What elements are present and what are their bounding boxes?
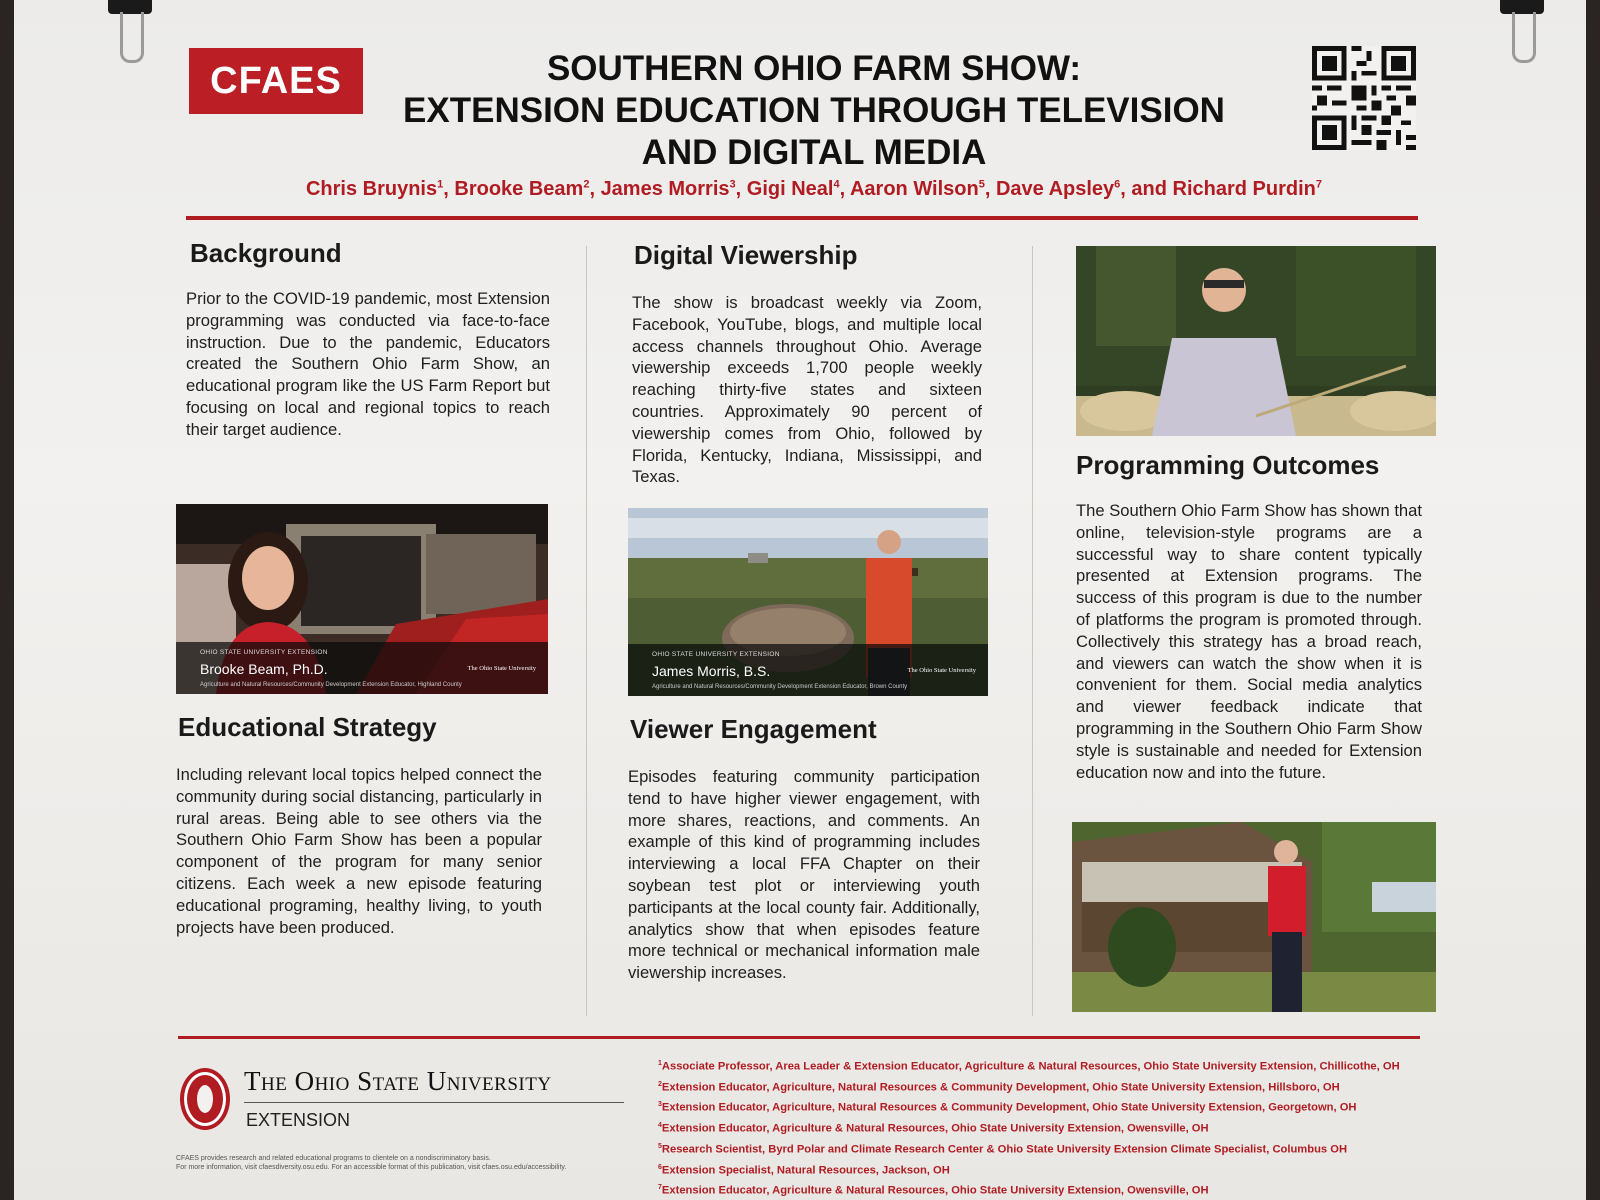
binder-clip xyxy=(1500,0,1544,64)
section-heading-programming-outcomes: Programming Outcomes xyxy=(1076,450,1380,480)
osu-extension-label: EXTENSION xyxy=(246,1110,351,1130)
lower-third-title: Agriculture and Natural Resources/Community Development Extension Educator, Brown County xyxy=(652,684,908,690)
title-line: EXTENSION EDUCATION THROUGH TELEVISION xyxy=(403,91,1225,130)
osu-wordmark: The Ohio State University xyxy=(244,1066,552,1096)
author-list xyxy=(164,178,1464,201)
section-body-viewer-engagement: Episodes featuring community participation tend to have higher viewer engagement, with more shares, reactions, and comments. An example of this kind of programming includes interviewing a local FFA Chapter on their soybean test plot or interviewing youth participants at the local county fair. Additionally, analytics show that when episodes feature more technical or mechanical information male viewership increases. xyxy=(628,767,980,983)
title-line: SOUTHERN OHIO FARM SHOW: xyxy=(546,49,1082,88)
poster xyxy=(14,0,1586,1200)
binder-clip xyxy=(108,0,152,64)
author: Gigi Neal$^4$, xyxy=(746,178,850,200)
section-heading-viewer-engagement: Viewer Engagement xyxy=(630,714,877,744)
section-heading-digital-viewership: Digital Viewership xyxy=(634,240,858,270)
affiliation: $^4$Extension Educator, Agriculture & Natural Resources, Ohio State University Extension, Owensville, OH xyxy=(658,1122,1209,1135)
cfaes-logo: CFAES xyxy=(189,48,363,114)
author: James Morris$^3$, xyxy=(600,178,747,200)
affiliation: $^3$Extension Educator, Agriculture, Natural Resources & Community Development, Ohio State University Extension, Georgetown, OH xyxy=(658,1101,1357,1115)
author-affiliations xyxy=(658,1055,1400,1200)
photo-brooke-beam xyxy=(176,504,548,694)
lower-third-org: OHIO STATE UNIVERSITY EXTENSION xyxy=(200,649,328,656)
photo-james-morris xyxy=(628,508,988,696)
lower-third-name: James Morris, B.S. xyxy=(652,663,771,679)
lower-third-university: The Ohio State University xyxy=(467,665,536,672)
section-body-digital-viewership: The show is broadcast weekly via Zoom, Facebook, YouTube, blogs, and multiple local access channels throughout Ohio. Average viewership exceeds 1,700 people weekly reaching thirty-five states and sixteen countries. Approximately 90 percent of viewership comes from Ohio, followed by Florida, Kentucky, Indiana, Mississippi, and Texas. xyxy=(632,293,982,487)
column-divider xyxy=(1032,246,1033,1016)
affiliation: $^7$Extension Educator, Agriculture & Natural Resources, Ohio State University Extension, Owensville, OH xyxy=(658,1184,1209,1198)
lower-third-banner xyxy=(176,642,548,694)
footer-divider xyxy=(178,1036,1420,1039)
section-body-programming-outcomes: The Southern Ohio Farm Show has shown that online, television-style programs are a successful way to share content typically presented at Extension programs. The success of this program is due to the number of platforms the program is promoted through. Collectively this strategy has a broad reach, and viewers can watch the show when it is convenient for them. Social media analytics and viewer feedback indicate that programming in the Southern Ohio Farm Show style is sustainable and needed for Extension education now and into the future. xyxy=(1076,501,1422,782)
affiliation: $^2$Extension Educator, Agriculture, Natural Resources & Community Development, Ohio State University Extension, Hillsboro, OH xyxy=(658,1080,1340,1094)
section-body-educational-strategy: Including relevant local topics helped connect the community during social distancing, particularly in rural areas. Being able to see others via the Southern Ohio Farm Show has been a popular component of the program for many senior citizens. Each week a new episode featuring educational programing, healthy living, to youth projects have been produced. xyxy=(176,765,542,937)
column-divider xyxy=(586,246,587,1016)
lower-third-banner xyxy=(628,644,988,696)
affiliation: $^5$Research Scientist, Byrd Polar and Climate Research Center & Ohio State University Extension Climate Specialist, Columbus OH xyxy=(658,1142,1348,1156)
section-heading-educational-strategy: Educational Strategy xyxy=(178,712,437,742)
qr-code-icon[interactable] xyxy=(1312,46,1416,150)
author: and Richard Purdin$^7$ xyxy=(1131,178,1323,200)
osu-block-o-icon xyxy=(178,1066,232,1132)
affiliation: $^1$Associate Professor, Area Leader & Extension Educator, Agriculture & Natural Resources, Ohio State University Extension, Chillicothe, OH xyxy=(658,1060,1400,1073)
lower-third-university: The Ohio State University xyxy=(907,667,976,674)
section-heading-background: Background xyxy=(190,238,342,268)
author: Brooke Beam$^2$, xyxy=(454,178,601,200)
lower-third-org: OHIO STATE UNIVERSITY EXTENSION xyxy=(652,651,780,658)
author: Aaron Wilson$^5$, xyxy=(849,178,996,200)
lower-third-title: Agriculture and Natural Resources/Community Development Extension Educator, Highland County xyxy=(200,682,462,688)
cfaes-disclaimer: CFAES provides research and related educational programs to clientele on a nondiscriminatory basis. For more information, visit cfaesdiversity.osu.edu. For an accessible format of this publication, visit cfaes.osu.edu/accessibility. xyxy=(176,1155,567,1171)
section-body-background: Prior to the COVID-19 pandemic, most Extension programming was conducted via face-to-face instruction. Due to the pandemic, Educators created the Southern Ohio Farm Show, an educational program like the US Farm Report but focusing on local and regional topics to reach their target audience. xyxy=(186,289,550,439)
poster-title xyxy=(374,48,1254,174)
wordmark-rule xyxy=(244,1102,624,1103)
header-divider xyxy=(186,216,1418,220)
author: Dave Apsley$^6$, xyxy=(995,178,1132,200)
photo-woman-at-gazebo xyxy=(1072,822,1436,1012)
lower-third-name: Brooke Beam, Ph.D. xyxy=(200,661,328,677)
photo-man-in-field xyxy=(1076,246,1436,436)
author: Chris Bruynis$^1$, xyxy=(305,178,455,200)
affiliation: $^6$Extension Specialist, Natural Resources, Jackson, OH xyxy=(658,1163,950,1177)
title-line: AND DIGITAL MEDIA xyxy=(641,133,987,172)
